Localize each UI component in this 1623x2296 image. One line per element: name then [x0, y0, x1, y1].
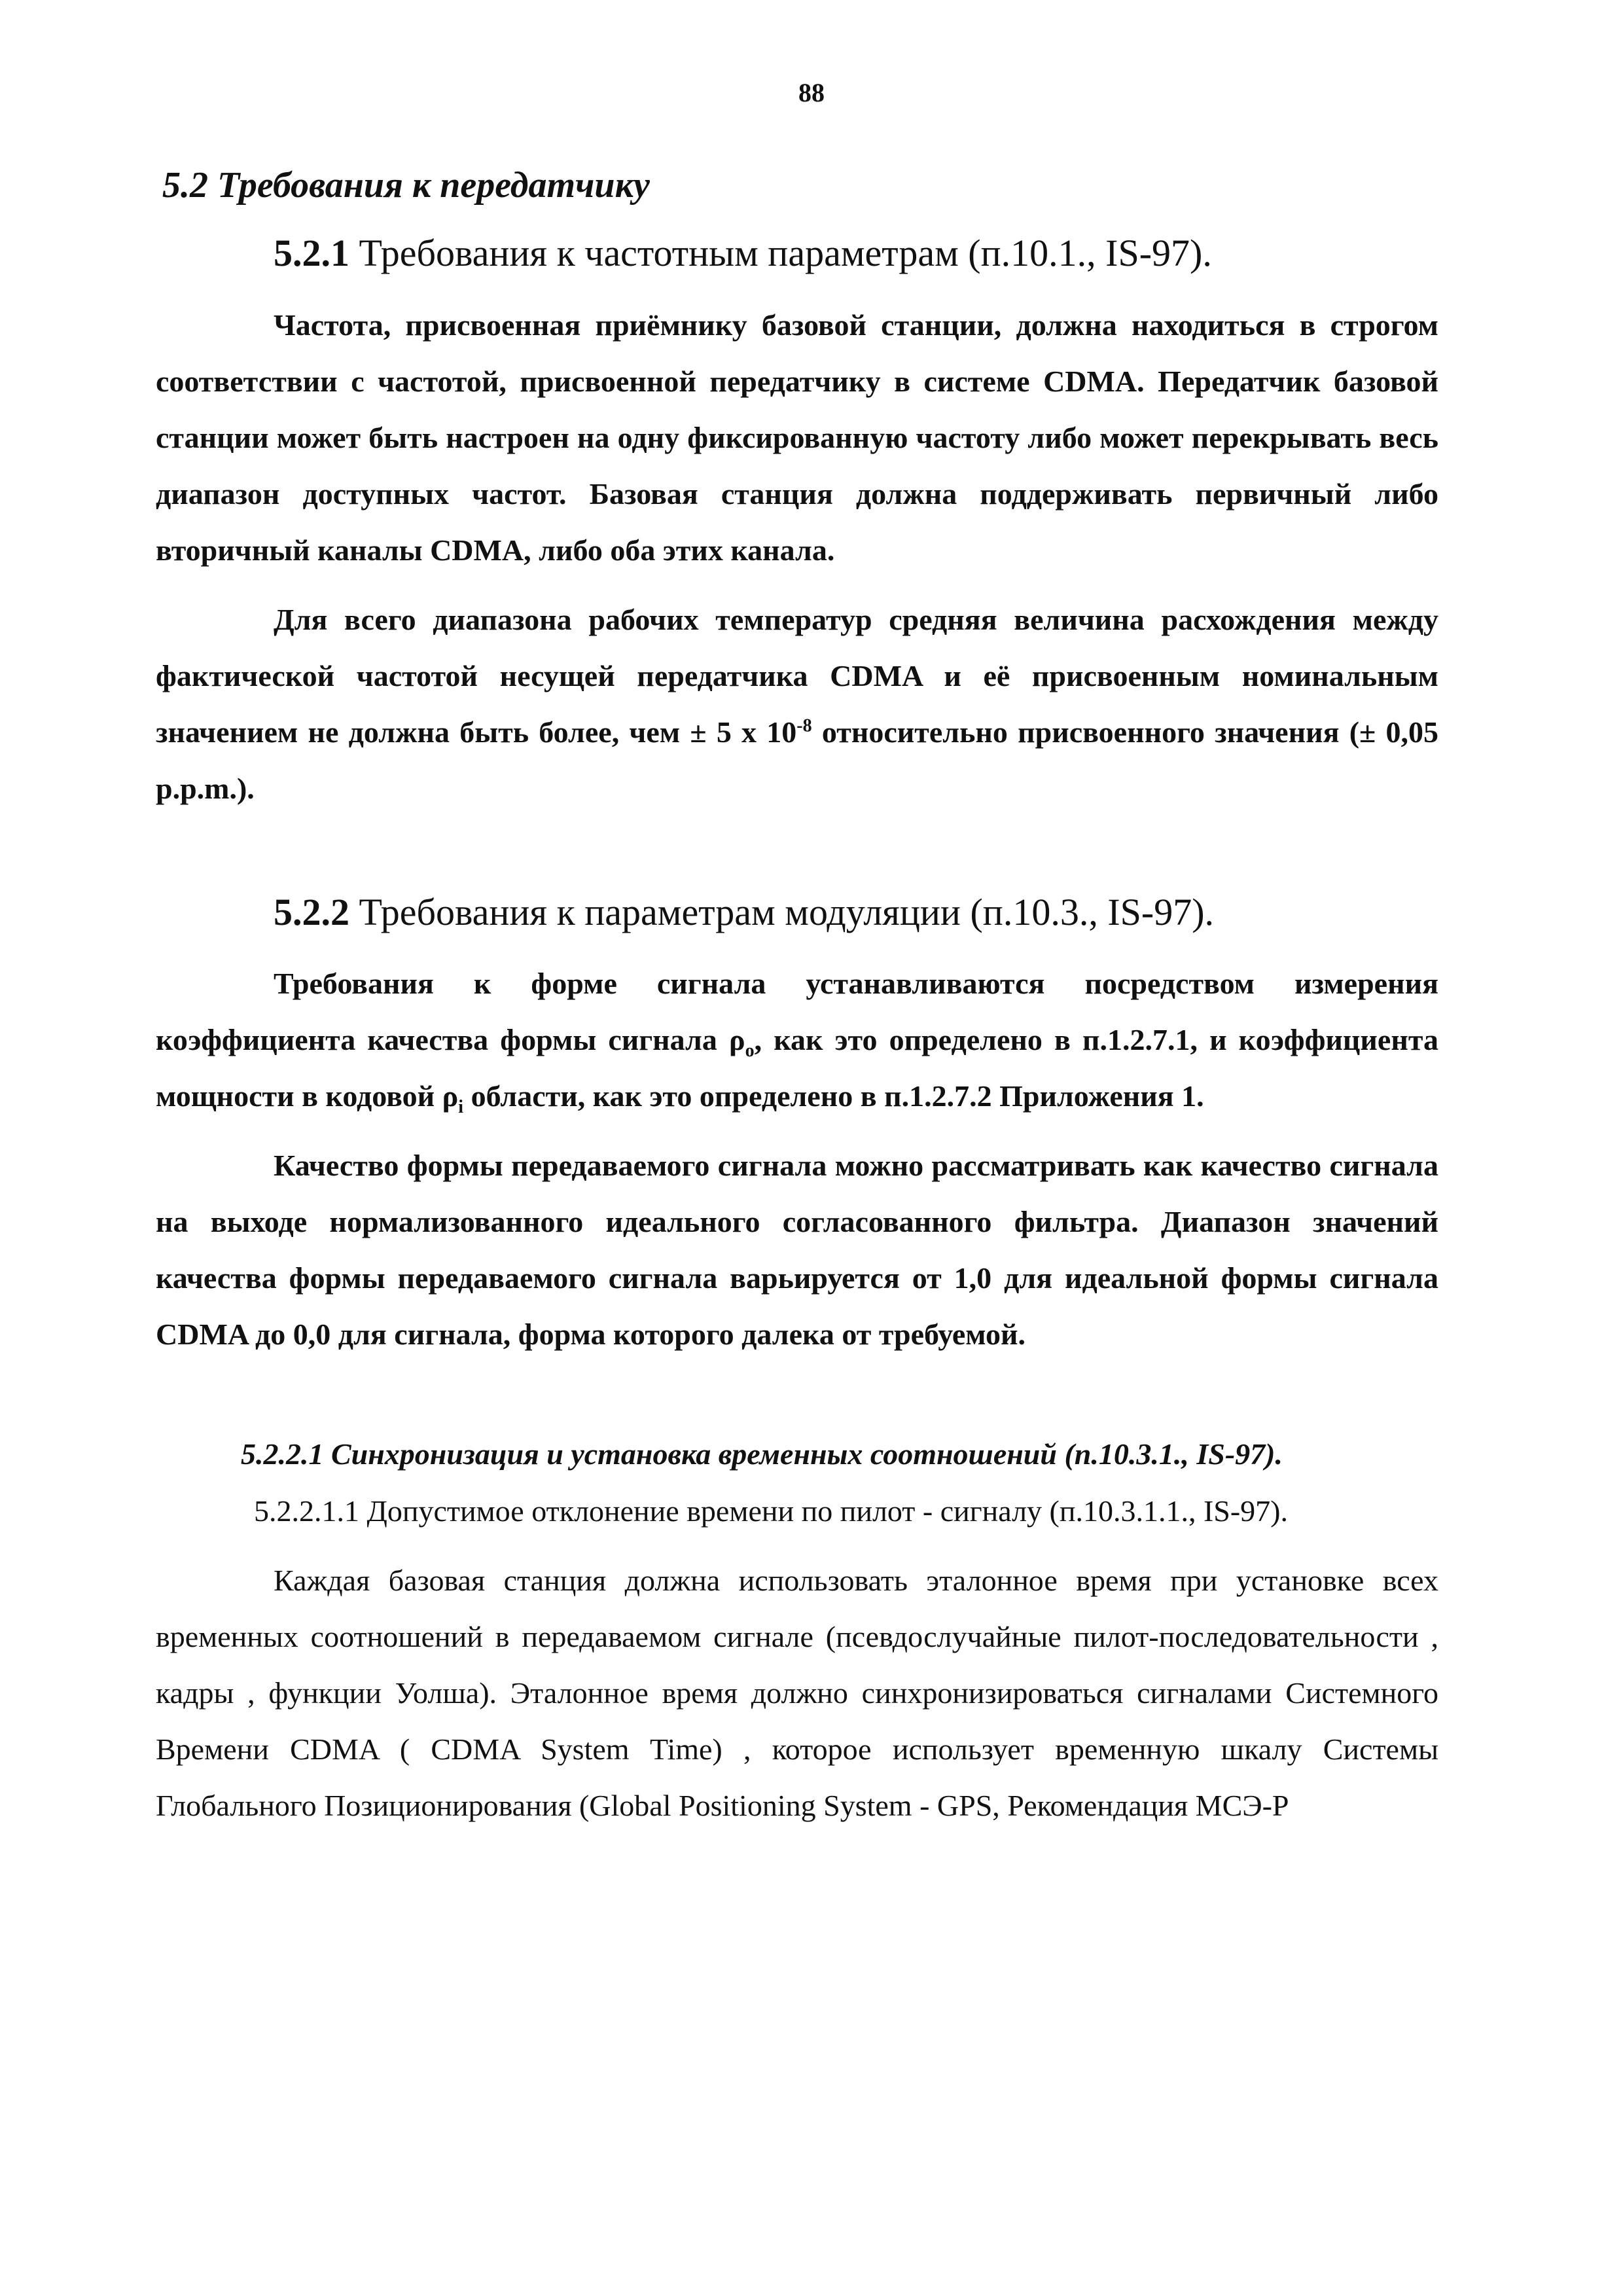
page-content [156, 164, 1438, 1834]
paragraph-waveform-quality: Качество формы передаваемого сигнала можно рассматривать как качество сигнала на выходе нормализованного идеального согласованного фильтра. Диапазон значений качества формы передаваемого сигнала варьируется от 1,0 для идеальной формы сигнала CDMA до 0,0 для сигнала, форма которого далека от требуемой. [156, 1149, 1438, 1352]
subscript: i [458, 1097, 464, 1118]
paragraph-reference-time: Каждая базовая станция должна использовать эталонное время при установке всех временных соотношений в передаваемом сигнале (псевдослучайные пилот-последовательности , кадры , функции Уолша). Эталонное время должно синхронизироваться сигналами Системного Времени CDMA ( CDMA System Time) , которое использует временную шкалу Системы Глобального Позиционирования (Global Positioning System - GPS, Рекомендация МСЭ-Р [156, 1563, 1438, 1822]
paragraph-text: относительно присвоенного значения (± 0,05 p.p.m.). [156, 715, 1439, 805]
paragraph-text: области, как это определено в п.1.2.7.2 Приложения 1. [463, 1079, 1204, 1113]
paragraph-modulation-requirements [156, 956, 1438, 1124]
subsection-heading-5-2-2 [274, 889, 1438, 937]
subscript: o [745, 1041, 755, 1062]
subsection-number: 5.2.2 [274, 890, 349, 933]
paragraph-frequency-assignment: Частота, присвоенная приёмнику базовой станции, должна находиться в строгом соответствии с частотой, присвоенной передатчику в системе CDMA. Передатчик базовой станции может быть настроен на одну фиксированную частоту либо может перекрывать весь диапазон доступных частот. Базовая станция должна поддерживать первичный либо вторичный каналы CDMA, либо оба этих канала. [156, 308, 1438, 567]
subsection-number: 5.2.1 [274, 232, 349, 275]
subsection-title: Требования к параметрам модуляции (п.10.3., IS-97). [349, 890, 1215, 933]
page-number: 88 [798, 78, 825, 107]
paragraph-text: Требования к форме сигнала устанавливаются посредством измерения коэффициента качества формы сигнала ρ [156, 967, 1438, 1057]
paragraph-frequency-tolerance [156, 592, 1438, 817]
exponent: -8 [796, 715, 812, 736]
item-heading-5-2-2-1-1: 5.2.2.1.1 Допустимое отклонение времени по пилот - сигналу (п.10.3.1.1., IS-97). [254, 1494, 1288, 1528]
subsection-title: Требования к частотным параметрам (п.10.1., IS-97). [349, 232, 1212, 275]
subsection-heading-5-2-1 [274, 230, 1438, 278]
paragraph-text: Для всего диапазона рабочих температур средняя величина расхождения между фактической частотой несущей передатчика CDMA и её присвоенным номинальным значением не должна быть более, чем ± 5 х 10 [156, 602, 1438, 749]
section-heading: 5.2 Требования к передатчику [162, 165, 650, 206]
paragraph-text: , как это определено в п.1.2.7.1, и коэффициента мощности в кодовой ρ [156, 1023, 1438, 1113]
subsubsection-heading-5-2-2-1: 5.2.2.1 Синхронизация и установка временных соотношений (п.10.3.1., IS-97). [241, 1437, 1283, 1471]
